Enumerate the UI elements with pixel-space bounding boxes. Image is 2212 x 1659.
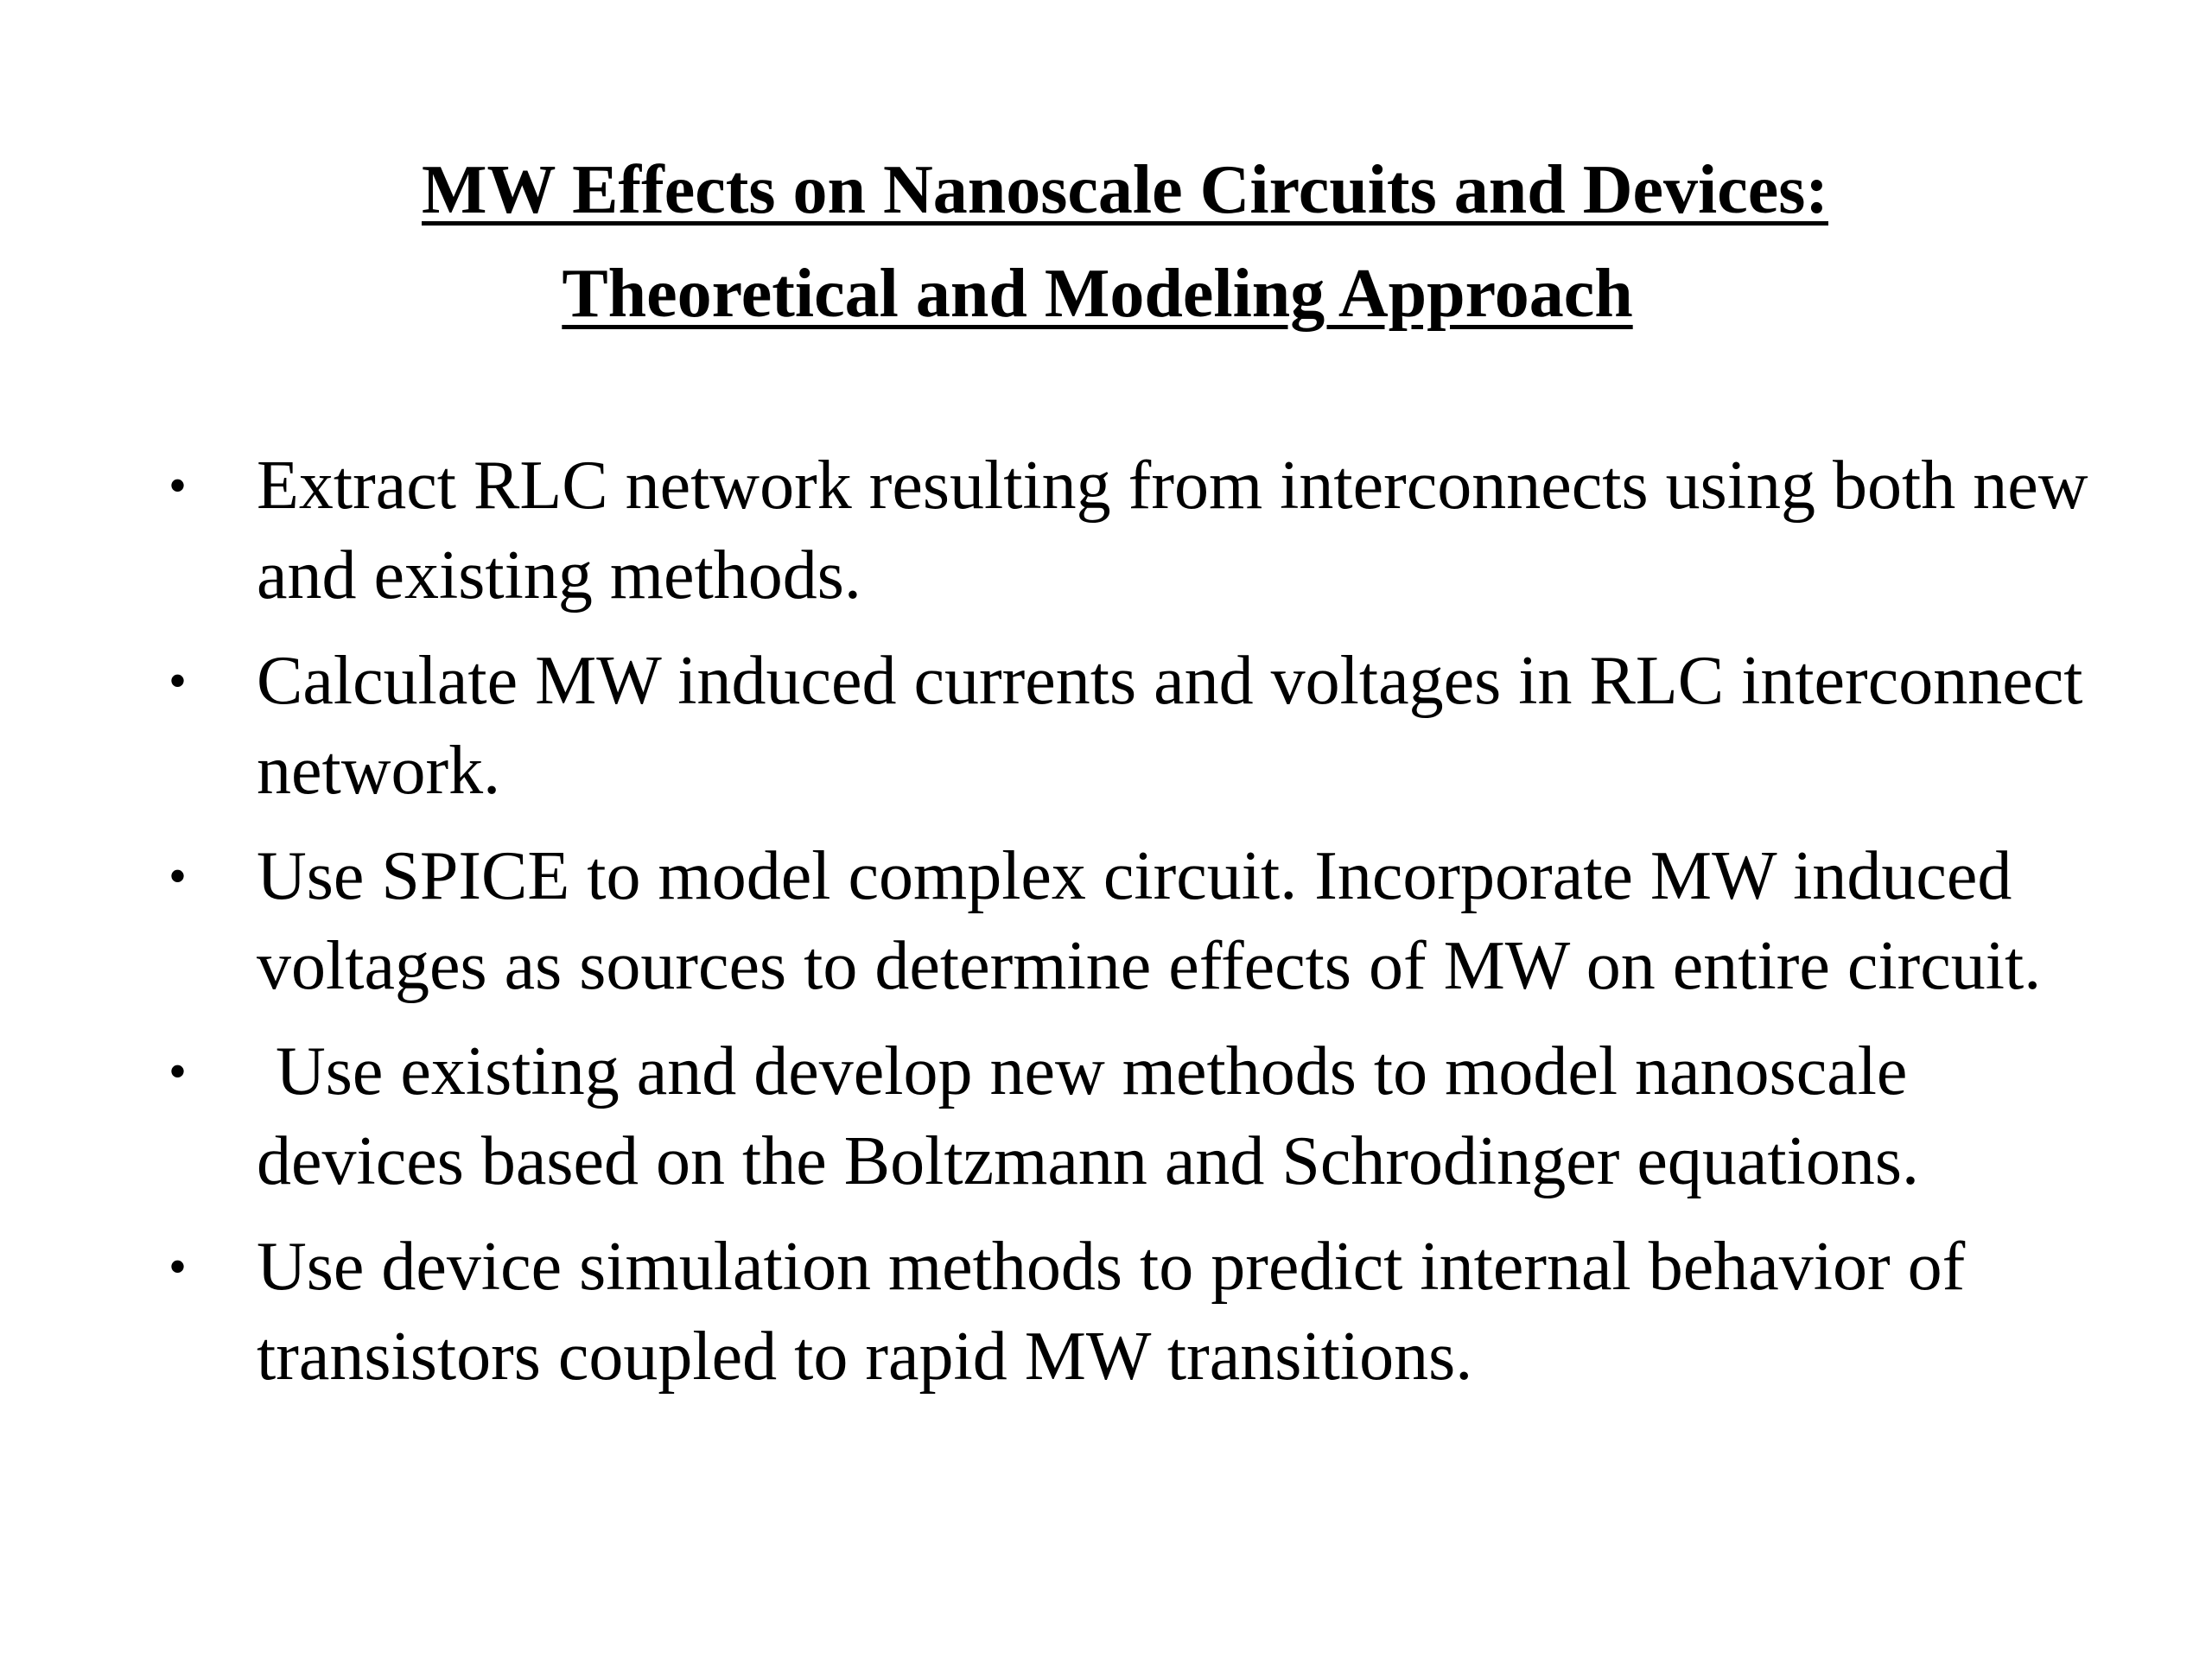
bullet-list bbox=[168, 441, 2095, 1417]
bullet-item-3 bbox=[168, 831, 2095, 1011]
bullet-item-5 bbox=[168, 1222, 2095, 1402]
bullet-item-4 bbox=[168, 1027, 2095, 1206]
slide-title bbox=[0, 138, 2212, 346]
bullet-text: Calculate MW induced currents and voltages in RLC interconnect network. bbox=[257, 643, 2083, 809]
bullet-text: Use SPICE to model complex circuit. Incorporate MW induced voltages as sources to determine effects of MW on entire circuit. bbox=[257, 838, 2042, 1004]
bullet-icon: • bbox=[168, 1238, 188, 1295]
bullet-item-1 bbox=[168, 441, 2095, 620]
bullet-text: Use existing and develop new methods to model nanoscale devices based on the Boltzmann and Schrodinger equations. bbox=[257, 1033, 1919, 1199]
title-line-2: Theoretical and Modeling Approach bbox=[562, 256, 1633, 332]
bullet-text: Extract RLC network resulting from interconnects using both new and existing methods. bbox=[257, 448, 2088, 613]
bullet-icon: • bbox=[168, 652, 188, 709]
bullet-icon: • bbox=[168, 457, 188, 514]
bullet-text: Use device simulation methods to predict internal behavior of transistors coupled to rapid MW transitions. bbox=[257, 1229, 1966, 1395]
bullet-icon: • bbox=[168, 1043, 188, 1100]
title-line-1: MW Effects on Nanoscale Circuits and Devices: bbox=[422, 152, 1828, 228]
bullet-item-2 bbox=[168, 636, 2095, 816]
bullet-icon: • bbox=[168, 848, 188, 905]
